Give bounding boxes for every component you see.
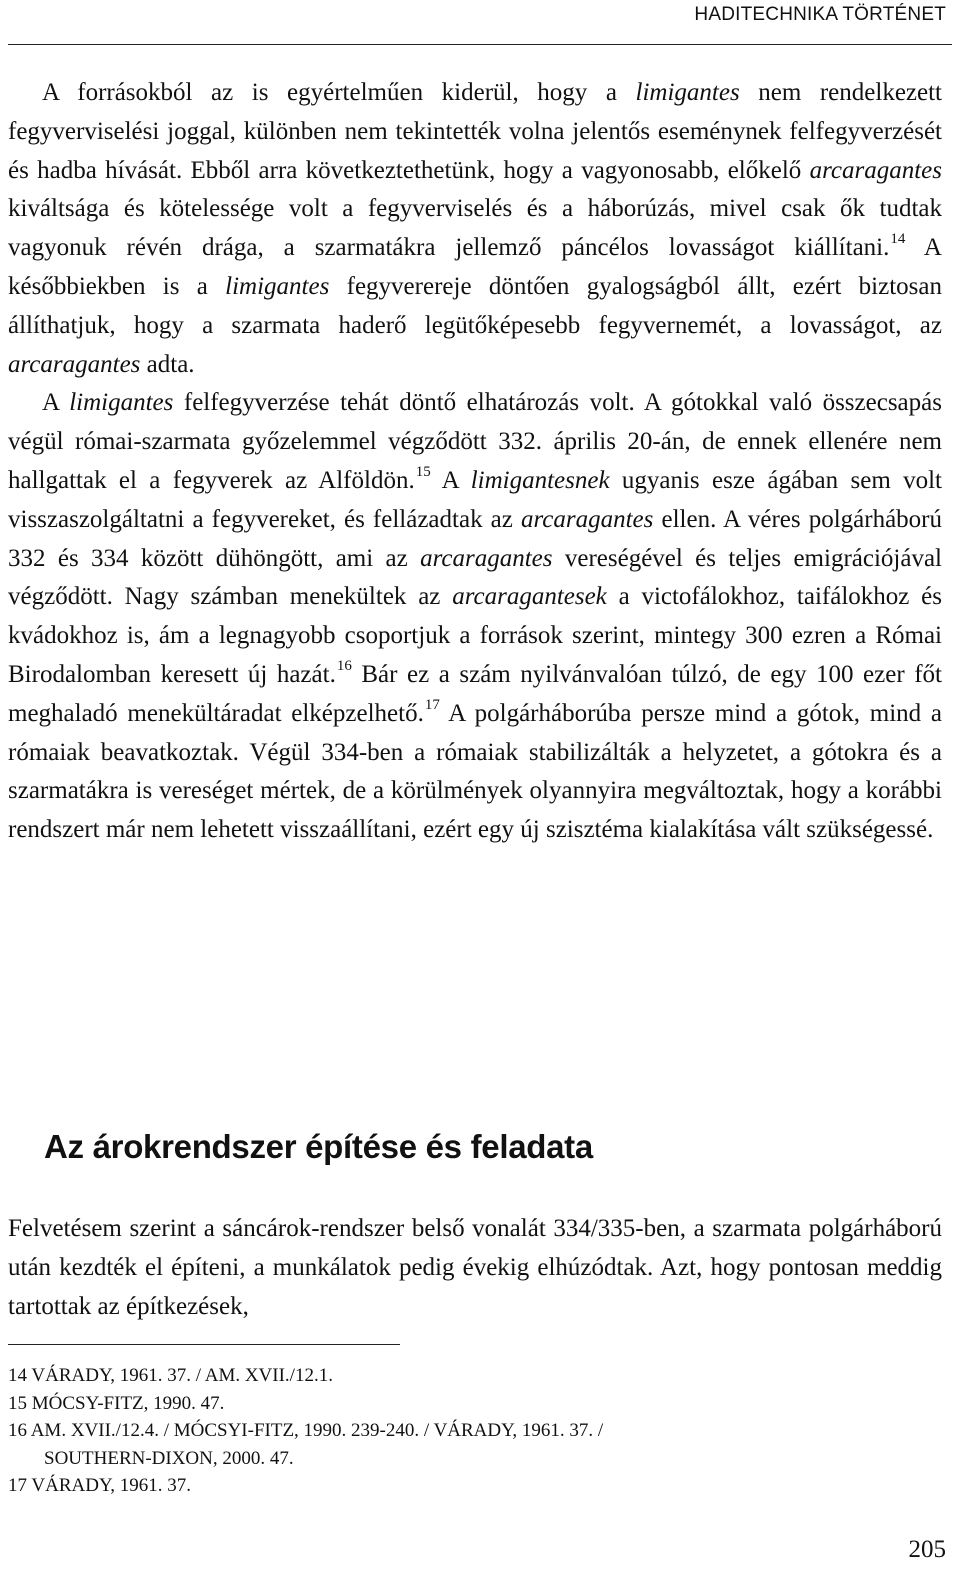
p1-text-2: nem rendelkezett fegyverviselési joggal, különben nem tekintették volna jelentős eseménynek felfegyverzését és hadba hívását. Ebből arra következtethetünk, hogy a vagyonosabb, előkelő: [8, 79, 943, 184]
p2-text-5: ellen. A véres polgárháború 332 és 334 között dühöngött, ami az: [8, 505, 942, 572]
main-text: [8, 74, 942, 850]
p2-text-8: Bár ez a szám nyilvánvalóan túlzó, de egy 100 ezer főt meghaladó menekültáradat elképzelhető.: [8, 660, 942, 727]
footnote-ref-14[interactable]: 14: [890, 231, 906, 248]
p1-text-5: fegyverereje döntően gyalogságból állt, ezért biztosan állíthatjuk, hogy a szarmata haderő legütőképesebb fegyvernemét, a lovasságot, az: [8, 272, 942, 339]
p2-text-1: A: [42, 389, 70, 417]
p2-text-2: felfegyverzése tehát döntő elhatározás volt. A gótokkal való összecsapás végül római-szarmata győzelemmel végződött 332. április 20-án, de ennek ellenére nem hallgattak el a fegyverek az Alföldön.: [8, 389, 942, 494]
p1-italic-term-4: arcaragantes: [8, 350, 141, 378]
footnote-text: 15 MÓCSY-FITZ, 1990. 47.: [8, 1392, 225, 1414]
footnote-continuation: SOUTHERN-DIXON, 2000. 47.: [44, 1447, 294, 1469]
page-number: 205: [908, 1536, 946, 1563]
p1-text-4: A későbbiekben is a: [8, 234, 942, 300]
footnote-ref-16[interactable]: 16: [336, 657, 352, 674]
p2-italic-term-3: arcaragantes: [520, 505, 654, 533]
p1-text-6: adta.: [140, 350, 195, 378]
p2-italic-term-5: arcaragantesek: [452, 583, 607, 611]
p1-text-1: A forrásokból az is egyértelműen kiderül, hogy a: [42, 79, 636, 106]
p2-text-4: ugyanis esze ágában sem volt visszaszolgáltatni a fegyvereket, és fellázadtak az: [8, 466, 942, 533]
footnotes: [8, 1362, 928, 1500]
footnote-text: 16 AM. XVII./12.4. / MÓCSYI-FITZ, 1990. 239-240. / VÁRADY, 1961. 37. /: [8, 1420, 604, 1441]
header-rule: [8, 44, 952, 45]
footnote-17: [8, 1472, 928, 1500]
p2-text-3: A: [430, 466, 471, 494]
p2-italic-term-1: limigantes: [69, 389, 174, 417]
p2-italic-term-4: arcaragantes: [420, 544, 553, 572]
footnote-15: [8, 1390, 928, 1418]
footnote-ref-15[interactable]: 15: [415, 463, 431, 480]
running-header: HADITECHNIKA TÖRTÉNET: [694, 4, 946, 25]
footnote-rule: [8, 1344, 400, 1345]
section-paragraph: Felvetésem szerint a sáncárok-rendszer belső vonalát 334/335-ben, a szarmata polgárháború után kezdték el építeni, a munkálatok pedig évekig elhúzódtak. Azt, hogy pontosan meddig tartottak az építkezések,: [8, 1215, 942, 1320]
section-heading: Az árokrendszer építése és feladata: [44, 1128, 593, 1165]
p2-text-6: vereségével és teljes emigrációjával végződött. Nagy számban menekültek az: [8, 544, 942, 611]
footnote-16: [8, 1417, 928, 1472]
paragraph-1: [8, 74, 942, 384]
p1-italic-term-1: limigantes: [635, 79, 740, 106]
p2-text-7: a victofálokhoz, taifálokhoz és kvádokhoz is, ám a legnagyobb csoportjuk a források szerint, mintegy 300 ezren a Római Birodalomban keresett új hazát.: [8, 583, 942, 688]
p1-text-3: kiváltsága és kötelessége volt a fegyverviselés és a háborúzás, mivel csak ők tudtak vagyonuk révén drága, a szarmatákra jellemző páncélos lovasságot kiállítani.: [8, 195, 942, 262]
p2-italic-term-2: limigantesnek: [470, 466, 610, 494]
footnote-14: [8, 1362, 928, 1390]
footnote-ref-17[interactable]: 17: [424, 696, 440, 713]
paragraph-2: [8, 384, 942, 850]
footnote-text: 14 VÁRADY, 1961. 37. / AM. XVII./12.1.: [8, 1365, 333, 1386]
p2-text-9: A polgárháborúba persze mind a gótok, mind a rómaiak beavatkoztak. Végül 334-ben a rómaiak stabilizálták a helyzetet, a gótokra és a szarmatákra is vereséget mértek, de a körülmények olyannyira megváltoztak, hogy a korábbi rendszert már nem lehetett visszaállítani, ezért egy új szisztéma kialakítása vált szükségessé.: [8, 699, 943, 844]
section-text: [8, 1210, 942, 1326]
p1-italic-term-2: arcaragantes: [809, 156, 942, 184]
p1-italic-term-3: limigantes: [225, 272, 330, 300]
footnote-text: 17 VÁRADY, 1961. 37.: [8, 1475, 191, 1496]
